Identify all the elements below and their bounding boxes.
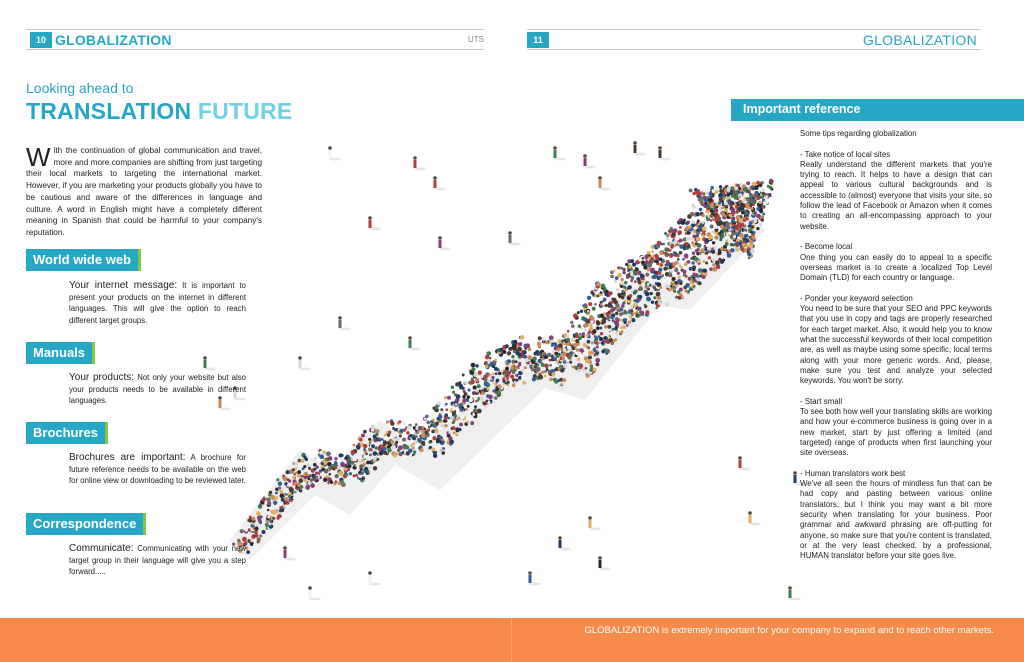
- section-lead-manuals: Your products:: [69, 372, 135, 383]
- tip-text: To see both how well your translating skills are working and how your e-commerce business is going over in a new market, start by just offering a limited (and targeted) range of products when first launching your site overseas.: [800, 407, 992, 458]
- page-title-main: TRANSLATION: [26, 98, 192, 124]
- tip-text: We've all seen the hours of mindless fun that can be had copy and pasting between various online translators, but I think you may want a bit more security when translating for your business. Poor grammar and awkward phrasing are off-putting for anyone, so make sure that you're content is translated, or at the very least checked, by a professional, HUMAN translator before your site goes live.: [800, 479, 992, 561]
- section-label-manuals: Manuals: [26, 342, 95, 364]
- right-page-header: [527, 29, 981, 50]
- tip-text: Really understand the different markets that you're trying to reach. It helps to have a design that can appeal to various cultural backgrounds and is accessible to (almost) everyone that visits your site, so follow the lead of Facebook or Amazon when it comes to creating an all-encompassing approach to your website.: [800, 159, 992, 231]
- section-lead-brochures: Brochures are important:: [69, 452, 186, 463]
- footer-page-split: [511, 618, 512, 662]
- tip-title: - Start small: [800, 396, 843, 406]
- crowd-arrow-illustration-icon: [190, 120, 810, 600]
- crowd-arrow-shape: [232, 179, 774, 554]
- intro-text: ith the continuation of global communication and travel, more and more companies are shifting from just targeting their local markets to targeting the international market. However, if you are marketing your products globally you have to be cautious and aware of the differences in language and culture. A word in English might have a completely different meaning in Spanish that could be harmful to your company's reputation.: [26, 146, 262, 237]
- left-page-header: [26, 29, 484, 50]
- section-label-correspondence: Correspondence: [26, 513, 146, 535]
- intro-dropcap: W: [26, 142, 51, 172]
- reference-intro: Some tips regarding globalization: [800, 129, 917, 138]
- important-reference-body: [800, 129, 992, 561]
- tip-title: - Ponder your keyword selection: [800, 293, 913, 303]
- tip-title: - Become local: [800, 242, 853, 252]
- section-body-correspondence: [69, 543, 246, 578]
- section-text-manuals: Not only your website but also your products needs to be available in different languages.: [69, 373, 246, 406]
- important-reference-heading: Important reference: [731, 99, 1024, 121]
- section-text-correspondence: Communicating with your new target group in their language will give you a step forward.....: [69, 544, 246, 577]
- section-text-world-wide-web: It is important to present your products on the internet in different languages. This will give the option to reach different target groups.: [69, 281, 246, 325]
- section-body-world-wide-web: [69, 280, 246, 326]
- section-body-brochures: [69, 452, 246, 487]
- section-text-brochures: A brochure for future reference needs to be available on the web for online view or downloading to be reviewed later.: [69, 453, 246, 486]
- left-page-number: 10: [30, 32, 52, 48]
- section-lead-correspondence: Communicate:: [69, 543, 134, 554]
- section-label-world-wide-web: World wide web: [26, 249, 141, 271]
- section-body-manuals: [69, 372, 246, 407]
- tip-title: - Take notice of local sites: [800, 149, 891, 159]
- tip-text: You need to be sure that your SEO and PPC keywords that you use in copy and tags are properly researched for each target market. Also, it would help you to know what the successful keywords of their local competition are, as well as maybe using some specific, local terms along with your more generic words. And, please, make sure you test and analyze your selected keywords. You won't be sorry.: [800, 304, 992, 386]
- right-page-number: 11: [527, 32, 549, 48]
- left-header-title: GLOBALIZATION: [55, 32, 172, 48]
- title-kicker: Looking ahead to: [26, 80, 134, 96]
- footer-text: GLOBALIZATION is extremely important for your company to expand and to reach other markets.: [584, 625, 994, 636]
- right-header-title: GLOBALIZATION: [862, 32, 977, 48]
- page-title-accent: FUTURE: [197, 98, 293, 124]
- tip-title: - Human translators work best: [800, 468, 906, 478]
- left-header-tag: UTS: [468, 35, 484, 44]
- section-lead-world-wide-web: Your internet message:: [69, 280, 178, 291]
- section-label-brochures: Brochures: [26, 422, 108, 444]
- tip-text: One thing you can easily do to appeal to a specific overseas market is to create a localized Top Level Domain (TLD) for each country or language.: [800, 252, 992, 283]
